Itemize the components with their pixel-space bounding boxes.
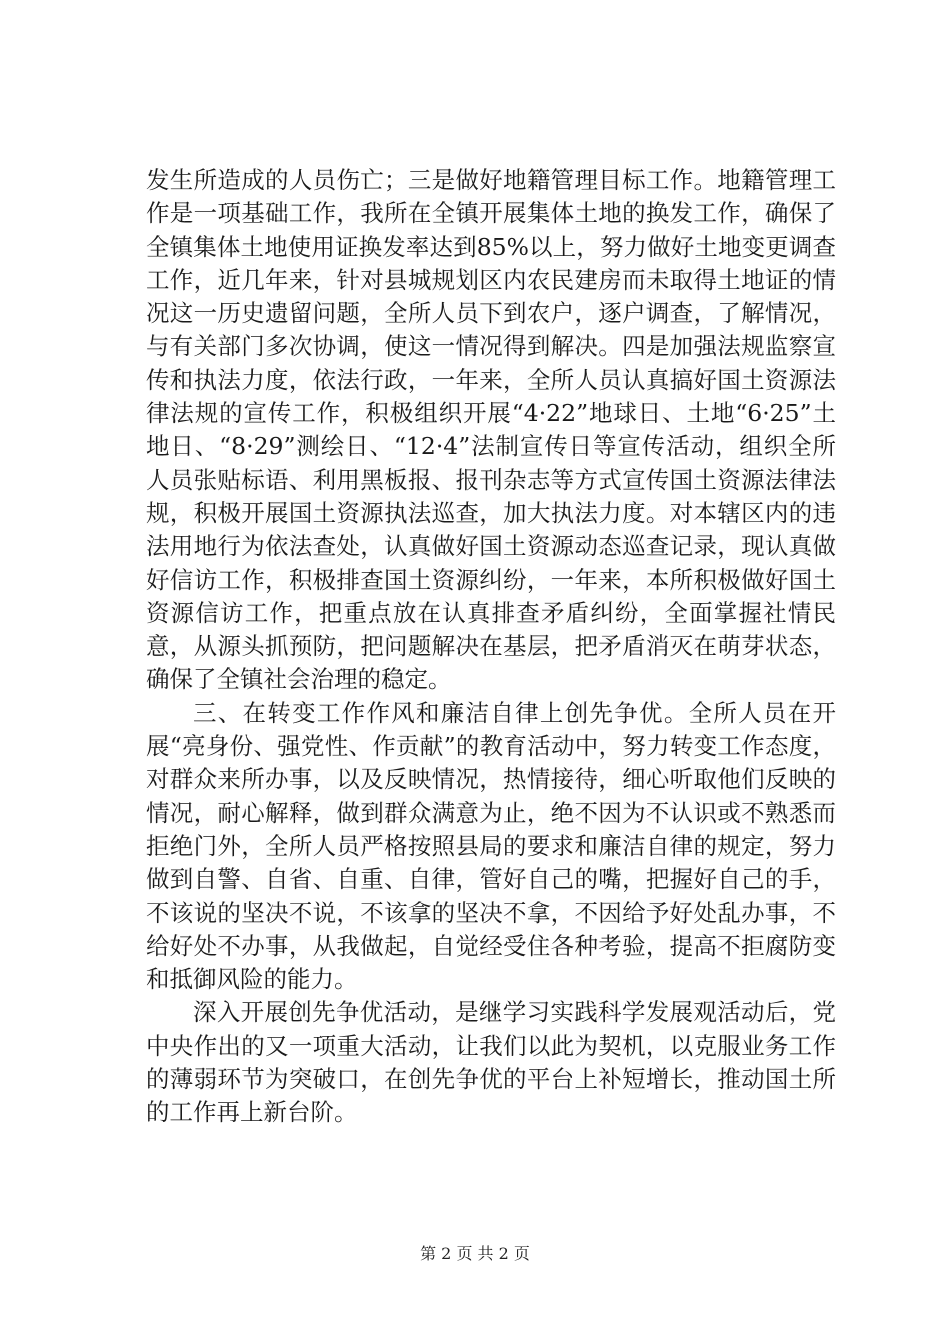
page-number-footer: 第 2 页 共 2 页 bbox=[420, 1244, 530, 1263]
body-paragraph-3: 深入开展创先争优活动，是继学习实践科学发展观活动后，党中央作出的又一项重大活动，让我们以此为契机，以克服业务工作的薄弱环节为突破口，在创先争优的平台上补短增长，推动国土所的工作再上新台阶。 bbox=[146, 998, 836, 1127]
body-paragraph-1: 发生所造成的人员伤亡；三是做好地籍管理目标工作。地籍管理工作是一项基础工作，我所在全镇开展集体土地的换发工作，确保了全镇集体土地使用证换发率达到85%以上，努力做好土地变更调查工作，近几年来，针对县城规划区内农民建房而未取得土地证的情况这一历史遗留问题，全所人员下到农户，逐户调查，了解情况，与有关部门多次协调，使这一情况得到解决。四是加强法规监察宣传和执法力度，依法行政，一年来，全所人员认真搞好国土资源法律法规的宣传工作，积极组织开展“4·22”地球日、土地“6·25”土地日、“8·29”测绘日、“12·4”法制宣传日等宣传活动，组织全所人员张贴标语、利用黑板报、报刊杂志等方式宣传国土资源法律法规，积极开展国土资源执法巡查，加大执法力度。对本辖区内的违法用地行为依法查处，认真做好国土资源动态巡查记录，现认真做好信访工作，积极排查国土资源纠纷，一年来，本所积极做好国土资源信访工作，把重点放在认真排查矛盾纠纷，全面掌握社情民意，从源头抓预防，把问题解决在基层，把矛盾消灭在萌芽状态，确保了全镇社会治理的稳定。 bbox=[146, 166, 836, 694]
document-body bbox=[146, 164, 836, 1130]
body-paragraph-2: 三、在转变工作作风和廉洁自律上创先争优。全所人员在开展“亮身份、强党性、作贡献”的教育活动中，努力转变工作态度，对群众来所办事，以及反映情况，热情接待，细心听取他们反映的情况，耐心解释，做到群众满意为止，绝不因为不认识或不熟悉而拒绝门外，全所人员严格按照县局的要求和廉洁自律的规定，努力做到自警、自省、自重、自律，管好自己的嘴，把握好自己的手，不该说的坚决不说，不该拿的坚决不拿，不因给予好处乱办事，不给好处不办事，从我做起，自觉经受住各种考验，提高不拒腐防变和抵御风险的能力。 bbox=[146, 698, 836, 994]
